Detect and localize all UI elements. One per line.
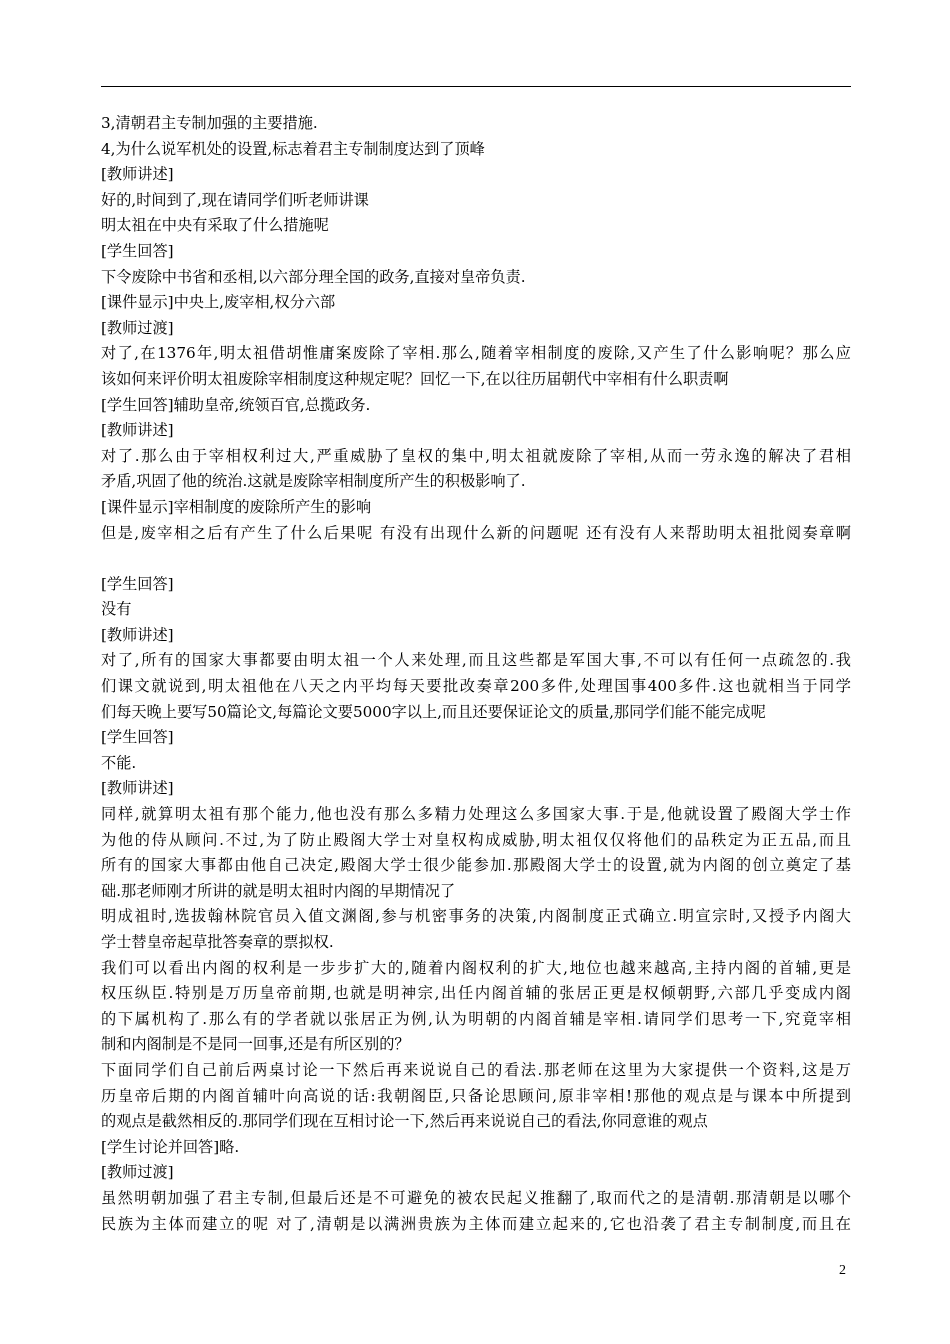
text-line: [教师讲述] <box>101 421 174 440</box>
text-line: 没有 <box>101 600 132 619</box>
text-line: [学生回答] <box>101 574 174 593</box>
text-line: [教师讲述] <box>101 779 174 798</box>
text-line: 础.那老师刚才所讲的就是明太祖时内阁的早期情况了 <box>101 881 456 900</box>
text-line: 同样,就算明太祖有那个能力,他也没有那么多精力处理这么多国家大事.于是,他就设置了殿阁大学士作 <box>101 805 851 824</box>
text-line: 为他的侍从顾问.不过,为了防止殿阁大学士对皇权构成威胁,明太祖仅仅将他们的品秩定为正五品,而且 <box>101 830 851 849</box>
text-line: 历皇帝后期的内阁首辅叶向高说的话:我朝阁臣,只备论思顾问,原非宰相!那他的观点是与课本中所提到 <box>101 1086 851 1105</box>
text-line: [学生回答] <box>101 728 174 747</box>
text-line: 好的,时间到了,现在请同学们听老师讲课 <box>101 190 369 209</box>
text-line: [学生回答] <box>101 241 174 260</box>
text-line: 不能. <box>101 753 137 772</box>
header-rule <box>101 86 851 87</box>
text-line: 权压纵臣.特别是万历皇帝前期,也就是明神宗,出任内阁首辅的张居正更是权倾朝野,六部几乎变成内阁 <box>101 984 851 1003</box>
text-line: 该如何来评价明太祖废除宰相制度这种规定呢？回忆一下,在以往历届朝代中宰相有什么职责啊 <box>101 369 729 388</box>
page-number: 2 <box>839 1263 846 1278</box>
text-line: 对了.那么由于宰相权利过大,严重威胁了皇权的集中,明太祖就废除了宰相,从而一劳永逸的解决了君相 <box>101 446 851 465</box>
text-line: [学生讨论并回答]略. <box>101 1137 240 1156</box>
blank-line <box>101 546 851 572</box>
text-line: 明成祖时,选拔翰林院官员入值文渊阁,参与机密事务的决策,内阁制度正式确立.明宣宗时,又授予内阁大 <box>101 907 851 926</box>
text-line: [教师过渡] <box>101 318 174 337</box>
text-line: [课件显示]中央上,废宰相,权分六部 <box>101 293 336 312</box>
text-line: [课件显示]宰相制度的废除所产生的影响 <box>101 497 372 516</box>
text-line: 明太祖在中央有采取了什么措施呢 <box>101 216 329 235</box>
text-line: 我们可以看出内阁的权利是一步步扩大的,随着内阁权利的扩大,地位也越来越高,主持内阁的首辅,更是 <box>101 958 851 977</box>
text-line: 民族为主体而建立的呢 对了,清朝是以满洲贵族为主体而建立起来的,它也沿袭了君主专制制度,而且在 <box>101 1214 851 1233</box>
text-line: 4,为什么说军机处的设置,标志着君主专制制度达到了顶峰 <box>101 139 485 158</box>
text-line: 制和内阁制是不是同一回事,还是有所区别的？ <box>101 1035 410 1054</box>
text-line: 的观点是截然相反的.那同学们现在互相讨论一下,然后再来说说自己的看法,你同意谁的观点 <box>101 1112 708 1131</box>
text-line: 虽然明朝加强了君主专制,但最后还是不可避免的被农民起义推翻了,取而代之的是清朝.那清朝是以哪个 <box>101 1188 851 1207</box>
document-body <box>101 111 851 1237</box>
text-line: 矛盾,巩固了他的统治.这就是废除宰相制度所产生的积极影响了. <box>101 472 526 491</box>
text-line: 但是,废宰相之后有产生了什么后果呢 有没有出现什么新的问题呢 还有没有人来帮助明太祖批阅奏章啊 <box>101 523 851 542</box>
text-line: 所有的国家大事都由他自己决定,殿阁大学士很少能参加.那殿阁大学士的设置,就为内阁的创立奠定了基 <box>101 856 851 875</box>
text-line: 们每天晚上要写50篇论文,每篇论文要5000字以上,而且还要保证论文的质量,那同学们能不能完成呢 <box>101 702 766 721</box>
text-line: 下面同学们自己前后两桌讨论一下然后再来说说自己的看法.那老师在这里为大家提供一个资料,这是万 <box>101 1060 851 1079</box>
text-line: 对了,所有的国家大事都要由明太祖一个人来处理,而且这些都是军国大事,不可以有任何一点疏忽的.我 <box>101 651 851 670</box>
text-line: 对了,在1376年,明太祖借胡惟庸案废除了宰相.那么,随着宰相制度的废除,又产生了什么影响呢？那么应 <box>101 344 851 363</box>
text-line: [教师讲述] <box>101 165 174 184</box>
text-line: [教师过渡] <box>101 1163 174 1182</box>
text-line: 学士替皇帝起草批答奏章的票拟权. <box>101 933 334 951</box>
text-line: [学生回答]辅助皇帝,统领百官,总揽政务. <box>101 395 371 414</box>
text-line: [教师讲述] <box>101 625 174 644</box>
text-line: 3,清朝君主专制加强的主要措施. <box>101 114 318 132</box>
text-line: 的下属机构了.那么有的学者就以张居正为例,认为明朝的内阁首辅是宰相.请同学们思考一下,究竟宰相 <box>101 1009 851 1028</box>
text-line: 们课文就说到,明太祖他在八天之内平均每天要批改奏章200多件,处理国事400多件.这也就相当于同学 <box>101 677 851 696</box>
text-line: 下令废除中书省和丞相,以六部分理全国的政务,直接对皇帝负责. <box>101 267 526 286</box>
